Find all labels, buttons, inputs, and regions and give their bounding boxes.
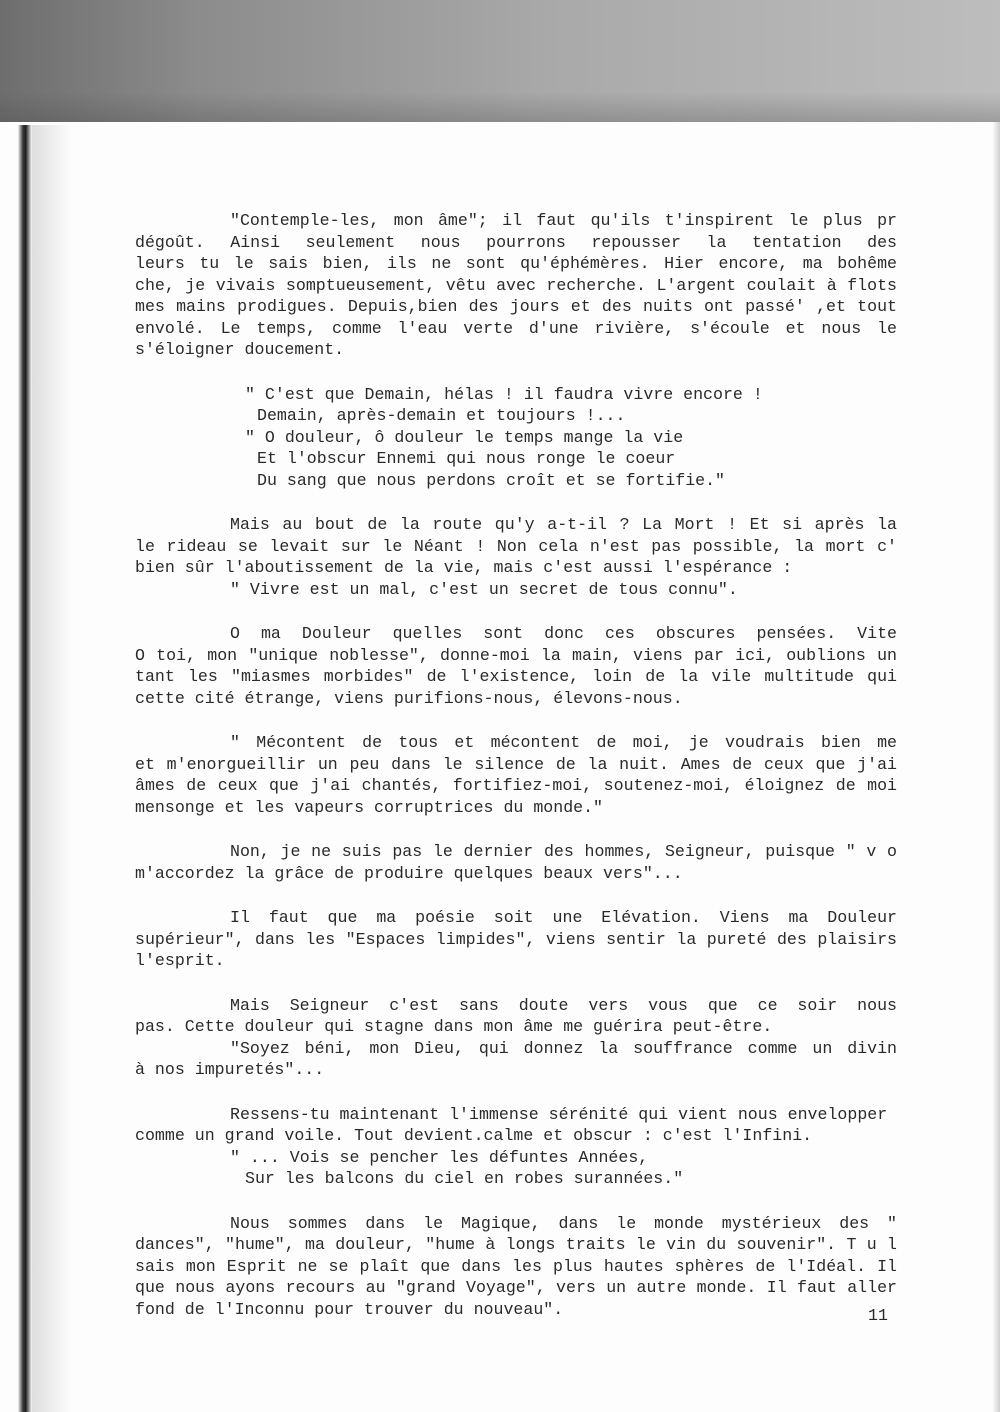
text-line: supérieur", dans les "Espaces limpides", viens sentir la pureté des plaisirs [135,929,897,949]
text-line: comme un grand voile. Tout devient.calme et obscur : c'est l'Infini. [135,1126,813,1145]
text-line: " Vivre est un mal, c'est un secret de tous connu". [230,579,738,599]
text-line: mes mains prodigues. Depuis,bien des jours et des nuits ont passé' ,et tout [135,297,897,316]
verse-line: " C'est que Demain, hélas ! il faudra vivre encore ! [245,384,763,404]
paragraph [135,841,897,884]
paragraph [135,623,897,709]
verse-line: Demain, après-demain et toujours !... [257,406,626,425]
text-line: âmes de ceux que j'ai chantés, fortifiez-moi, soutenez-moi, éloignez de moi [135,776,897,795]
verse-line: Sur les balcons du ciel en robes surannées." [245,1169,684,1188]
text-line: Il faut que ma poésie soit une Elévation. Viens ma Douleur [230,908,897,927]
text-line: O toi, mon "unique noblesse", donne-moi la main, viens par ici, oublions un [135,645,897,665]
text-line: Mais au bout de la route qu'y a-t-il ? La Mort ! Et si après la [230,515,897,534]
text-line: "Soyez béni, mon Dieu, qui donnez la souffrance comme un divin [230,1038,897,1058]
paragraph [135,907,897,972]
text-line: mensonge et les vapeurs corruptrices du monde." [135,797,604,817]
text-line: bien sûr l'aboutissement de la vie, mais c'est aussi l'espérance : [135,558,793,577]
text-line: che, je vivais somptueusement, vêtu avec recherche. L'argent coulait à flots [135,275,897,295]
body-text [135,210,897,1320]
paragraph [135,732,897,818]
text-line: sais mon Esprit ne se plaît que dans les plus hautes sphères de l'Idéal. Il [135,1256,897,1276]
paragraph [135,1213,897,1321]
verse-line: Du sang que nous perdons croît et se fortifie." [257,470,726,490]
page-right-edge [992,122,1000,1412]
paragraph [135,514,897,600]
text-line: pas. Cette douleur qui stagne dans mon âme me guérira peut-être. [135,1017,773,1036]
text-line: fond de l'Inconnu pour trouver du nouveau". [135,1299,564,1319]
paragraph [135,210,897,361]
verse-line: Et l'obscur Ennemi qui nous ronge le coeur [257,449,676,468]
text-line: "Contemple-les, mon âme"; il faut qu'ils t'inspirent le plus pr [230,211,897,230]
text-line: et m'enorgueillir un peu dans le silence de la nuit. Ames de ceux que j'ai [135,754,897,774]
text-line: s'éloigner doucement. [135,340,345,359]
text-line: " Mécontent de tous et mécontent de moi, je voudrais bien me [230,733,897,752]
text-line: Nous sommes dans le Magique, dans le monde mystérieux des " [230,1213,897,1233]
text-line: à nos impuretés"... [135,1060,325,1079]
page-binding-edge [18,125,32,1412]
verse-line: " O douleur, ô douleur le temps mange la vie [245,427,684,447]
page-number: 11 [868,1306,888,1325]
text-line: dégoût. Ainsi seulement nous pourrons repousser la tentation des [135,232,897,252]
text-line: l'esprit. [135,951,225,970]
text-line: le rideau se levait sur le Néant ! Non cela n'est pas possible, la mort c' [135,536,897,556]
text-line: que nous ayons recours au "grand Voyage", vers un autre monde. Il faut aller [135,1278,897,1297]
text-line: O ma Douleur quelles sont donc ces obscures pensées. Vite [230,624,897,643]
poem-quote [135,384,897,492]
text-line: envolé. Le temps, comme l'eau verte d'une rivière, s'écoule et nous le [135,318,897,338]
text-line: Non, je ne suis pas le dernier des hommes, Seigneur, puisque " v o [230,842,897,861]
text-line: m'accordez la grâce de produire quelques beaux vers"... [135,863,683,883]
text-line: leurs tu le sais bien, ils ne sont qu'éphémères. Hier encore, ma bohême [135,254,897,273]
text-line: dances", "hume", ma douleur, "hume à longs traits le vin du souvenir". T u l [135,1235,897,1254]
text-line: Mais Seigneur c'est sans doute vers vous que ce soir nous [230,995,897,1015]
binding-shadow [32,125,72,1412]
paragraph [135,995,897,1081]
paragraph [135,1104,897,1190]
text-line: cette cité étrange, viens purifions-nous, élevons-nous. [135,688,683,708]
text-line: tant les "miasmes morbides" de l'existence, loin de la vile multitude qui [135,667,897,686]
scan-background-top [0,0,1000,122]
verse-line: " ... Vois se pencher les défuntes Années, [230,1147,649,1167]
text-line: Ressens-tu maintenant l'immense sérénité qui vient nous envelopper [230,1104,888,1124]
